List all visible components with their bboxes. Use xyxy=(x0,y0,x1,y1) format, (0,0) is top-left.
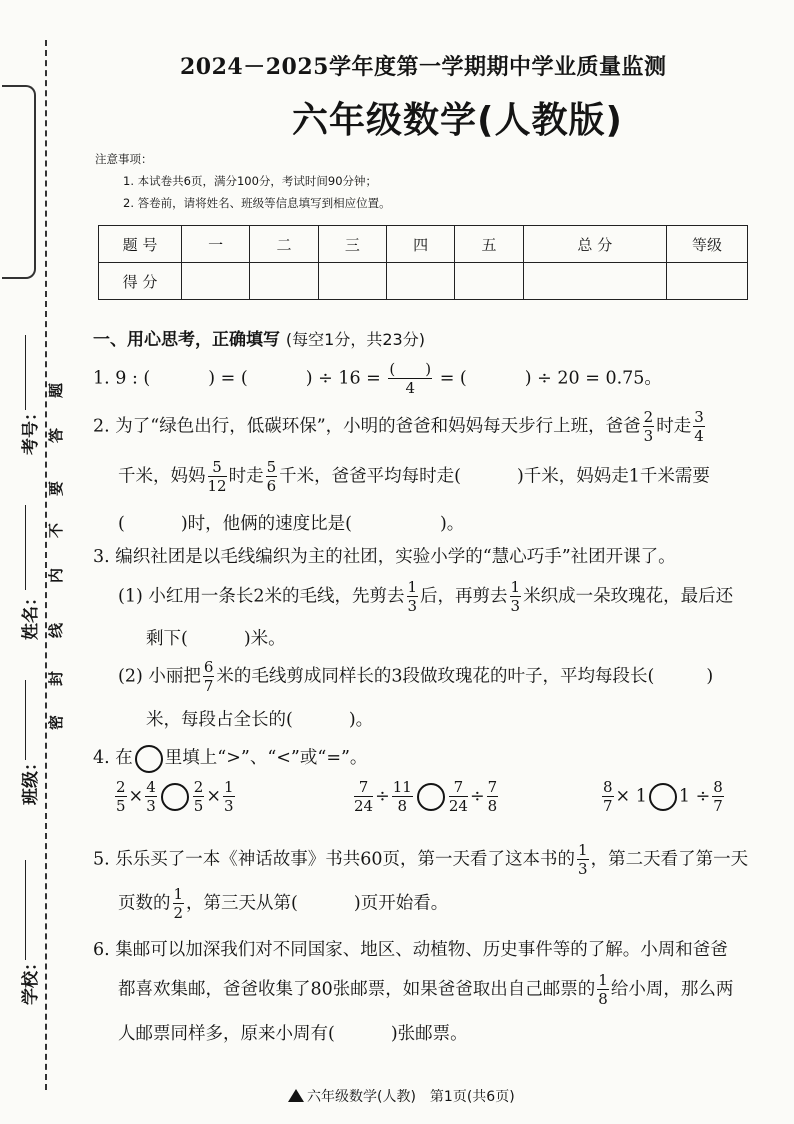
q1-text: ) = ( xyxy=(208,368,248,389)
q3-text: 米，每段占全长的( xyxy=(146,710,293,730)
q2-text: 千米，爸爸平均每时走( xyxy=(279,466,461,487)
score-row-label: 得 分 xyxy=(99,263,182,300)
notes-item: 1. 本试卷共6页，满分100分，考试时间90分钟； xyxy=(123,174,378,188)
question-3-intro: 3. 编织社团是以毛线编织为主的社团，实验小学的“慧心巧手”社团开课了。 xyxy=(93,547,676,567)
q3-text: ) xyxy=(706,666,714,687)
numerator: 4 xyxy=(146,778,156,796)
q4-expression-2 xyxy=(352,780,500,814)
exam-no-field[interactable] xyxy=(25,335,26,410)
q5-text: ，第三天从第( xyxy=(186,893,298,914)
seal-word: 密 xyxy=(47,714,66,731)
question-2-line-2 xyxy=(118,460,710,494)
denominator: 24 xyxy=(448,797,468,815)
fraction xyxy=(449,780,468,814)
q2-text: ( xyxy=(118,514,125,534)
numerator: 7 xyxy=(449,780,468,797)
operator: 1 ÷ xyxy=(678,786,711,807)
denominator: 12 xyxy=(207,477,227,495)
seal-word: 要 xyxy=(47,480,66,497)
seal-word: 封 xyxy=(47,670,66,687)
denominator: 5 xyxy=(116,797,126,815)
table-header-cell: 四 xyxy=(386,226,454,263)
question-6-line-3 xyxy=(118,1020,468,1045)
fraction xyxy=(193,780,205,814)
operator: × 1 xyxy=(615,786,647,807)
score-cell[interactable] xyxy=(182,263,250,300)
school-label: 学校： xyxy=(21,954,41,1005)
seal-word: 答 xyxy=(47,427,66,444)
q6-text: 都喜欢集邮，爸爸收集了80张邮票，如果爸爸取出自己邮票的 xyxy=(118,979,596,1000)
denominator: 3 xyxy=(146,797,156,815)
fraction xyxy=(392,780,413,814)
fraction xyxy=(602,780,614,814)
q6-text: )张邮票。 xyxy=(390,1024,468,1044)
score-cell[interactable] xyxy=(250,263,318,300)
notes-item: 2. 答卷前，请将姓名、班级等信息填写到相应位置。 xyxy=(123,196,391,210)
fraction xyxy=(145,780,157,814)
class-label: 班级： xyxy=(21,754,41,805)
table-header-cell: 二 xyxy=(250,226,318,263)
question-3-part-1-cont xyxy=(146,625,286,650)
score-table xyxy=(98,225,748,300)
denominator: 24 xyxy=(354,797,374,815)
seal-word: 不 xyxy=(47,522,66,539)
question-2-line-1 xyxy=(93,410,707,444)
fraction xyxy=(643,410,655,444)
q3-text: )。 xyxy=(348,710,374,730)
q4-text: 里填上“>”、“<”或“=”。 xyxy=(164,748,368,768)
table-header-cell: 一 xyxy=(182,226,250,263)
table-header-cell: 等级 xyxy=(667,226,748,263)
q5-text: ，第二天看了第一天 xyxy=(590,849,749,870)
q2-text: )。 xyxy=(439,514,465,534)
score-cell[interactable] xyxy=(523,263,666,300)
fraction xyxy=(115,780,127,814)
denominator: 3 xyxy=(643,427,654,445)
fraction xyxy=(510,580,522,614)
question-5-line-1 xyxy=(93,843,748,877)
table-header-cell: 题 号 xyxy=(99,226,182,263)
denominator: 5 xyxy=(193,797,204,815)
question-6-line-2 xyxy=(118,973,733,1007)
numerator: 5 xyxy=(266,458,277,476)
denominator: 2 xyxy=(173,904,184,922)
denominator: 3 xyxy=(510,597,521,615)
numerator: 1 xyxy=(510,578,521,596)
numerator: 2 xyxy=(193,778,204,796)
denominator: 3 xyxy=(223,797,234,815)
q3-text: 后，再剪去 xyxy=(420,586,508,607)
numerator: 1 xyxy=(598,971,608,989)
triangle-logo-icon xyxy=(288,1089,304,1102)
fraction xyxy=(597,973,609,1007)
q4-text: 4. 在 xyxy=(93,748,133,768)
section-heading xyxy=(93,325,425,350)
comparison-circle-icon xyxy=(135,745,163,773)
question-4 xyxy=(93,744,367,773)
numerator: 5 xyxy=(208,460,227,477)
numerator: 1 xyxy=(173,885,184,903)
operator: × xyxy=(128,786,144,807)
denominator: 6 xyxy=(266,477,277,495)
q1-text: = ( xyxy=(439,368,467,389)
footer-text: 六年级数学(人教) 第1页(共6页) xyxy=(307,1089,515,1105)
numerator: 2 xyxy=(643,408,654,426)
page-footer xyxy=(288,1086,515,1106)
numerator: 1 xyxy=(407,578,418,596)
q3-text: (1) 小红用一条长2米的毛线，先剪去 xyxy=(118,586,405,607)
section-points: (每空1分，共23分) xyxy=(285,330,425,349)
fraction xyxy=(354,780,373,814)
q1-text: ) ÷ 20 = 0.75。 xyxy=(524,368,662,389)
comparison-circle[interactable] xyxy=(649,783,677,811)
q3-text: 剩下( xyxy=(146,629,188,649)
question-5-line-2 xyxy=(118,887,448,921)
numerator: 3 xyxy=(694,408,704,426)
fraction xyxy=(407,580,419,614)
seal-word: 线 xyxy=(47,622,66,639)
fraction xyxy=(173,887,185,921)
q3-text: )米。 xyxy=(243,629,286,649)
numerator: 7 xyxy=(354,780,373,797)
exam-no-label: 考号： xyxy=(21,404,41,455)
question-3-part-1 xyxy=(118,580,733,614)
q5-text: 5. 乐乐买了一本《神话故事》书共60页，第一天看了这本书的 xyxy=(93,849,576,870)
denominator: 8 xyxy=(598,990,608,1008)
q3-text: 米织成一朵玫瑰花，最后还 xyxy=(523,586,734,607)
q2-text: )时，他俩的速度比是( xyxy=(180,514,352,534)
q5-text: 页数的 xyxy=(118,893,171,914)
numerator: 8 xyxy=(713,778,723,796)
q2-text: )千米，妈妈走1千米需要 xyxy=(516,466,710,487)
score-cell[interactable] xyxy=(386,263,454,300)
q2-text: 千米，妈妈 xyxy=(118,466,206,487)
section-title: 一、用心思考，正确填写 xyxy=(93,330,280,350)
q2-text: 时走 xyxy=(656,416,692,437)
exam-title: 2024－2025学年度第一学期期中学业质量监测 xyxy=(180,54,667,80)
operator: ÷ xyxy=(469,786,485,807)
fraction xyxy=(712,780,724,814)
binding-tab xyxy=(2,85,36,279)
table-header-cell: 三 xyxy=(318,226,386,263)
numerator: 6 xyxy=(203,658,214,676)
numerator: 8 xyxy=(603,778,613,796)
fraction xyxy=(693,410,705,444)
seal-word: 内 xyxy=(47,567,66,584)
denominator: 8 xyxy=(487,797,498,815)
denominator: 4 xyxy=(405,379,416,397)
q6-text: 给小周，那么两 xyxy=(610,979,734,1000)
table-header-cell: 总 分 xyxy=(523,226,666,263)
seal-word: 题 xyxy=(47,382,66,399)
notes-heading: 注意事项： xyxy=(95,152,153,166)
subject-title: 六年级数学(人教版) xyxy=(292,100,623,141)
q1-text: ) ÷ 16 = xyxy=(305,368,381,389)
question-3-part-2-cont xyxy=(146,706,373,731)
notes xyxy=(95,148,391,214)
score-cell[interactable] xyxy=(318,263,386,300)
q3-text: 米的毛线剪成同样长的3段做玫瑰花的叶子，平均每段长( xyxy=(216,666,655,687)
question-3-part-2 xyxy=(118,660,713,694)
q5-text: )页开始看。 xyxy=(353,893,449,914)
q4-expression-1 xyxy=(113,780,237,814)
score-cell[interactable] xyxy=(667,263,748,300)
fraction xyxy=(208,460,227,494)
operator: × xyxy=(206,786,221,807)
question-6-line-1: 6. 集邮可以加深我们对不同国家、地区、动植物、历史事件等的了解。小周和爸爸 xyxy=(93,940,728,960)
table-header-cell: 五 xyxy=(455,226,523,263)
q4-expression-3 xyxy=(600,780,726,814)
numerator: 1 xyxy=(578,841,588,859)
denominator: 7 xyxy=(713,797,723,815)
question-2-line-3 xyxy=(118,510,464,535)
question-1 xyxy=(93,362,662,396)
fraction xyxy=(487,780,499,814)
comparison-circle[interactable] xyxy=(161,783,189,811)
numerator: ( ) xyxy=(389,360,432,378)
comparison-circle[interactable] xyxy=(417,783,445,811)
fraction[interactable] xyxy=(388,362,432,396)
fraction xyxy=(203,660,215,694)
q3-text: (2) 小丽把 xyxy=(118,666,201,687)
denominator: 3 xyxy=(578,860,588,878)
numerator: 2 xyxy=(116,778,126,796)
denominator: 4 xyxy=(694,427,704,445)
numerator: 1 xyxy=(223,778,234,796)
q1-text: 1. 9 : ( xyxy=(93,368,151,389)
q6-text: 人邮票同样多，原来小周有( xyxy=(118,1024,335,1044)
q2-text: 2. 为了“绿色出行，低碳环保”，小明的爸爸和妈妈每天步行上班，爸爸 xyxy=(93,416,641,437)
operator: ÷ xyxy=(375,786,390,807)
numerator: 11 xyxy=(392,778,412,796)
school-field[interactable] xyxy=(25,860,26,960)
fraction xyxy=(223,780,235,814)
denominator: 8 xyxy=(397,797,408,815)
denominator: 3 xyxy=(407,597,418,615)
numerator: 7 xyxy=(487,778,498,796)
q2-text: 时走 xyxy=(228,466,264,487)
fraction xyxy=(577,843,589,877)
denominator: 7 xyxy=(203,677,214,695)
name-label: 姓名： xyxy=(21,589,41,640)
fraction xyxy=(266,460,278,494)
name-field[interactable] xyxy=(25,505,26,590)
denominator: 7 xyxy=(603,797,613,815)
class-field[interactable] xyxy=(25,680,26,760)
score-cell[interactable] xyxy=(455,263,523,300)
binding-dashed-line xyxy=(45,40,47,1090)
